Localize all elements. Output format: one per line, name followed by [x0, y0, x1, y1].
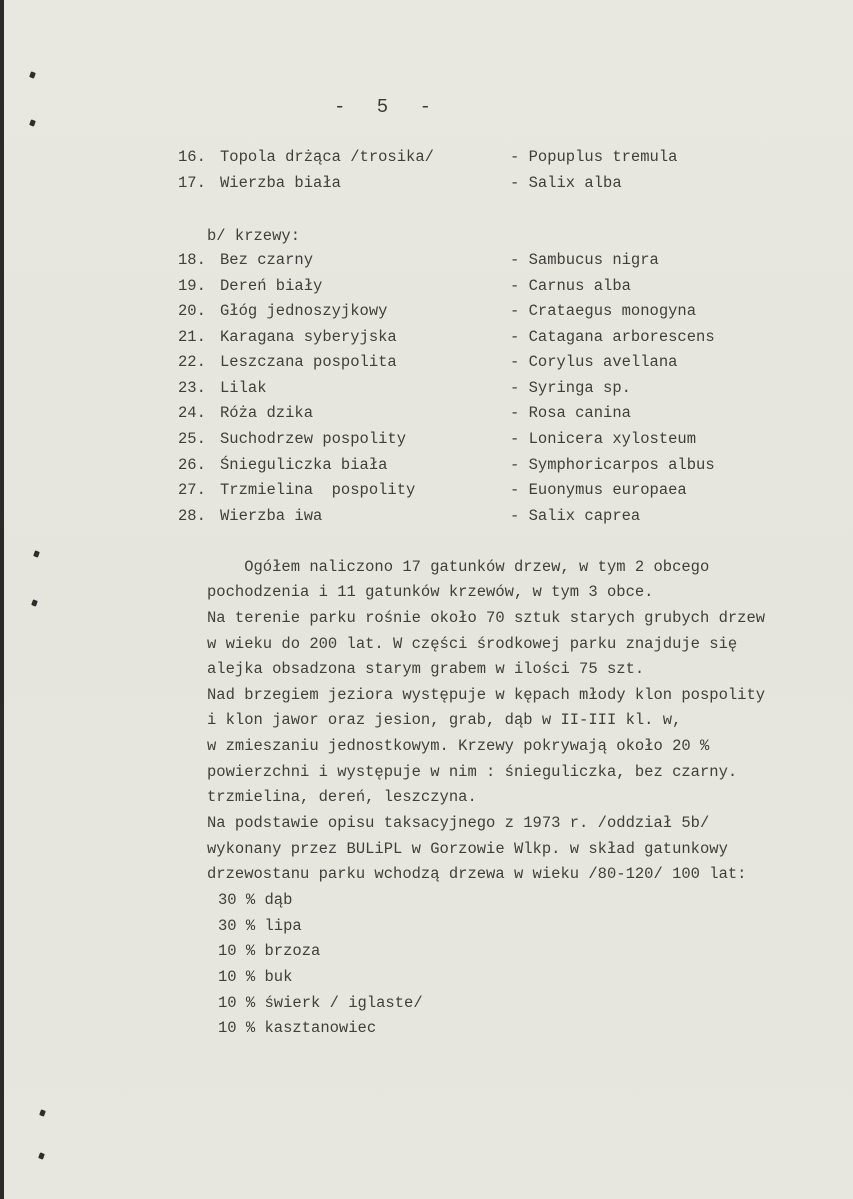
- species-polish-name: Śnieguliczka biała: [220, 456, 388, 474]
- species-number: 22.: [178, 353, 206, 371]
- species-polish-name: Topola drżąca /trosika/: [220, 148, 434, 166]
- species-latin-name: - Rosa canina: [510, 404, 631, 422]
- species-number: 28.: [178, 507, 206, 525]
- species-number: 21.: [178, 328, 206, 346]
- species-number: 23.: [178, 379, 206, 397]
- species-polish-name: Suchodrzew pospolity: [220, 430, 407, 448]
- species-number: 25.: [178, 430, 206, 448]
- margin-mark: [39, 1109, 46, 1116]
- paragraph-line: Ogółem naliczono 17 gatunków drzew, w tym 2 obcego: [207, 558, 710, 576]
- species-latin-name: - Salix alba: [510, 174, 622, 192]
- composition-item: 10 % buk: [218, 968, 293, 986]
- species-polish-name: Leszczana pospolita: [220, 353, 397, 371]
- species-latin-name: - Lonicera xylosteum: [510, 430, 697, 448]
- paragraph-line: w wieku do 200 lat. W części środkowej parku znajduje się: [207, 635, 738, 653]
- page-number: - 5 -: [334, 96, 442, 118]
- species-number: 26.: [178, 456, 206, 474]
- species-latin-name: - Corylus avellana: [510, 353, 678, 371]
- species-number: 17.: [178, 174, 206, 192]
- species-latin-name: - Syringa sp.: [510, 379, 631, 397]
- paragraph-line: w zmieszaniu jednostkowym. Krzewy pokrywają około 20 %: [207, 737, 710, 755]
- species-polish-name: Głóg jednoszyjkowy: [220, 302, 388, 320]
- paragraph-line: trzmielina, dereń, leszczyna.: [207, 788, 477, 806]
- species-number: 24.: [178, 404, 206, 422]
- paragraph-line: drzewostanu parku wchodzą drzewa w wieku /80-120/ 100 lat:: [207, 865, 747, 883]
- species-polish-name: Karagana syberyjska: [220, 328, 397, 346]
- margin-mark: [29, 71, 36, 78]
- species-latin-name: - Catagana arborescens: [510, 328, 715, 346]
- species-number: 16.: [178, 148, 206, 166]
- composition-item: 30 % lipa: [218, 917, 302, 935]
- paragraph-line: Na terenie parku rośnie około 70 sztuk starych grubych drzew: [207, 609, 766, 627]
- composition-item: 10 % brzoza: [218, 942, 321, 960]
- species-polish-name: Dereń biały: [220, 277, 323, 295]
- species-latin-name: - Sambucus nigra: [510, 251, 659, 269]
- species-polish-name: Róża dzika: [220, 404, 314, 422]
- species-number: 20.: [178, 302, 206, 320]
- margin-mark: [33, 550, 40, 557]
- species-polish-name: Lilak: [220, 379, 267, 397]
- species-polish-name: Bez czarny: [220, 251, 314, 269]
- species-latin-name: - Crataegus monogyna: [510, 302, 697, 320]
- species-latin-name: - Popuplus tremula: [510, 148, 678, 166]
- composition-item: 10 % świerk / iglaste/: [218, 994, 423, 1012]
- species-number: 19.: [178, 277, 206, 295]
- margin-mark: [38, 1152, 45, 1159]
- species-number: 27.: [178, 481, 206, 499]
- paragraph-line: Na podstawie opisu taksacyjnego z 1973 r. /oddział 5b/: [207, 814, 710, 832]
- paragraph-line: pochodzenia i 11 gatunków krzewów, w tym 3 obce.: [207, 583, 654, 601]
- paragraph-line: alejka obsadzona starym grabem w ilości 75 szt.: [207, 660, 645, 678]
- paragraph-line: wykonany przez BULiPL w Gorzowie Wlkp. w skład gatunkowy: [207, 840, 728, 858]
- paragraph-line: powierzchni i występuje w nim : śnieguliczka, bez czarny.: [207, 763, 738, 781]
- species-number: 18.: [178, 251, 206, 269]
- species-polish-name: Wierzba biała: [220, 174, 341, 192]
- margin-mark: [29, 119, 36, 126]
- margin-mark: [31, 599, 38, 606]
- species-latin-name: - Salix caprea: [510, 507, 641, 525]
- species-latin-name: - Carnus alba: [510, 277, 631, 295]
- species-polish-name: Wierzba iwa: [220, 507, 323, 525]
- composition-item: 30 % dąb: [218, 891, 293, 909]
- document-page: [4, 0, 853, 1199]
- composition-item: 10 % kasztanowiec: [218, 1019, 377, 1037]
- species-latin-name: - Euonymus europaea: [510, 481, 687, 499]
- paragraph-line: Nad brzegiem jeziora występuje w kępach młody klon pospolity: [207, 686, 766, 704]
- species-latin-name: - Symphoricarpos albus: [510, 456, 715, 474]
- paragraph-line: i klon jawor oraz jesion, grab, dąb w II-III kl. w,: [207, 711, 682, 729]
- shrubs-heading: b/ krzewy:: [207, 227, 301, 245]
- species-polish-name: Trzmielina pospolity: [220, 481, 416, 499]
